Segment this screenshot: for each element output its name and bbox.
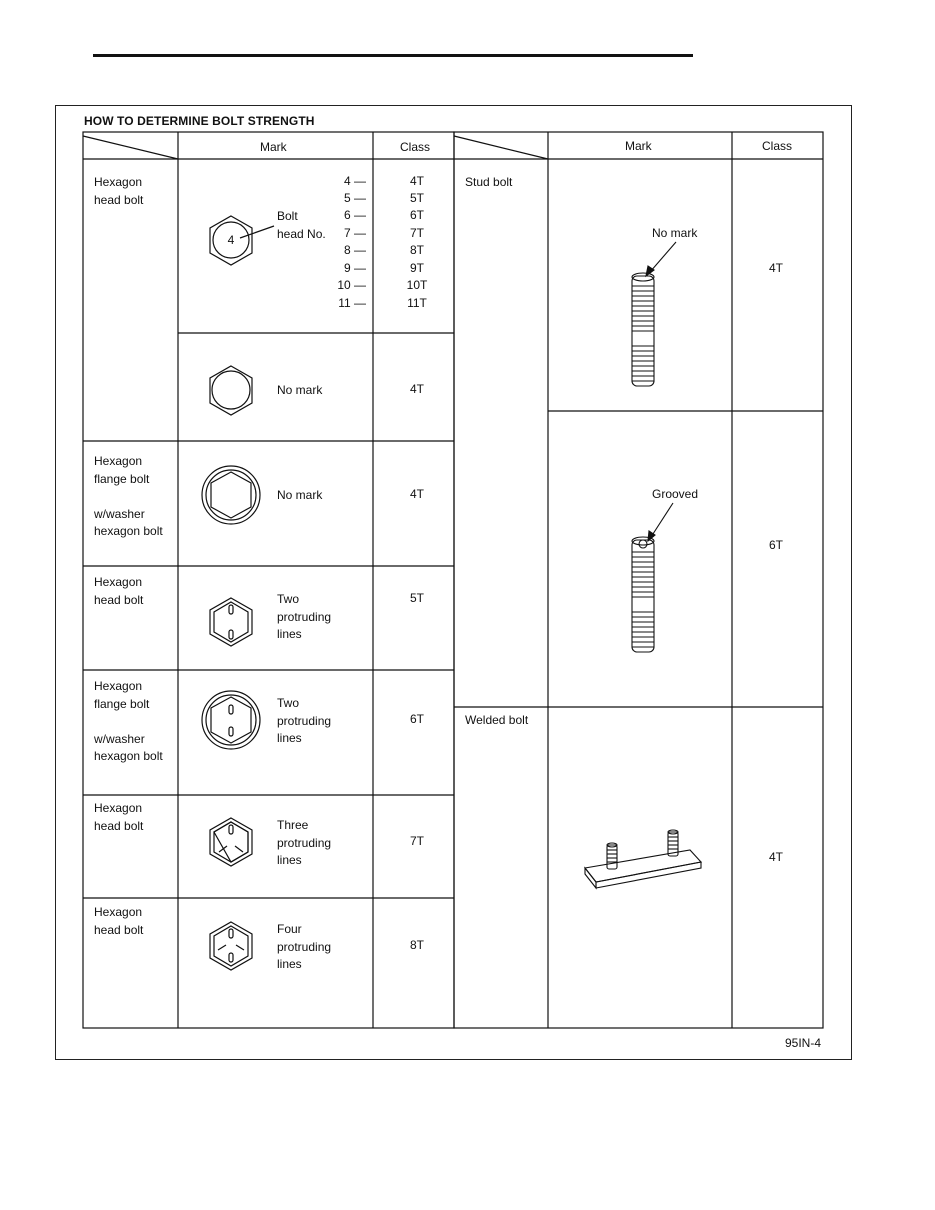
stud-bolt-plain-icon [632, 242, 676, 386]
row-5-mark: Two protruding lines [277, 696, 332, 745]
stud-bolt-type: Stud bolt [465, 175, 513, 189]
class-4t: 4T [409, 174, 424, 188]
row-3-type: Hexagon flange bolt w/washer hexagon bolt [94, 454, 163, 538]
stud-no-mark-label: No mark [652, 226, 698, 240]
welded-bolt-type: Welded bolt [465, 713, 529, 727]
stud-grooved-label: Grooved [652, 487, 699, 501]
welded-bolt-icon [585, 830, 701, 888]
head-no-5: 5 — [343, 191, 366, 205]
row-5-class: 6T [409, 712, 424, 726]
row-3-class: 4T [409, 487, 424, 501]
head-no-7: 7 — [343, 226, 366, 240]
flange-head-plain-icon [202, 466, 260, 524]
class-8t: 8T [409, 243, 424, 257]
head-no-4: 4 — [343, 174, 366, 188]
class-9t: 9T [409, 261, 424, 275]
head-no-11: 11 — [338, 296, 366, 310]
row-1-type: Hexagon head bolt [94, 175, 144, 207]
head-no-9: 9 — [343, 261, 366, 275]
hex-head-four-lines-icon [210, 922, 252, 970]
row-6-type: Hexagon head bolt [94, 801, 144, 833]
head-number-text: 4 [227, 233, 235, 247]
hex-head-number-icon [210, 216, 274, 265]
head-no-10: 10 — [337, 278, 366, 292]
row-6-class: 7T [409, 834, 424, 848]
hex-head-three-lines-icon [210, 818, 252, 866]
mark-header: Mark [260, 140, 287, 154]
head-no-8: 8 — [343, 243, 366, 257]
row-4-mark: Two protruding lines [277, 592, 332, 641]
class-10t: 10T [406, 278, 428, 292]
stud-grooved-class: 6T [768, 538, 783, 552]
row-4-type: Hexagon head bolt [94, 575, 144, 607]
class-7t: 7T [409, 226, 424, 240]
row-5-type: Hexagon flange bolt w/washer hexagon bolt [94, 679, 163, 763]
figure-code: 95IN-4 [785, 1036, 822, 1050]
row-6-mark: Three protruding lines [277, 818, 332, 867]
row-7-type: Hexagon head bolt [94, 905, 144, 937]
hex-head-plain-icon [210, 366, 252, 415]
welded-bolt-class: 4T [768, 850, 783, 864]
hex-head-two-lines-icon [210, 598, 252, 646]
class-5t: 5T [409, 191, 424, 205]
bolt-head-no-label: Bolt head No. [277, 209, 326, 241]
row-4-class: 5T [409, 591, 424, 605]
figure-title: HOW TO DETERMINE BOLT STRENGTH [84, 114, 315, 128]
flange-head-two-lines-icon [202, 691, 260, 749]
row-7-mark: Four protruding lines [277, 922, 332, 971]
class-header-right: Class [762, 139, 793, 153]
row-2-class: 4T [409, 382, 424, 396]
row-3-mark: No mark [277, 488, 323, 502]
row-7-class: 8T [409, 938, 424, 952]
class-11t: 11T [407, 296, 427, 310]
class-6t: 6T [409, 208, 424, 222]
stud-no-mark-class: 4T [768, 261, 783, 275]
row-2-mark: No mark [277, 383, 323, 397]
stud-bolt-grooved-icon [632, 503, 673, 652]
class-header: Class [400, 140, 431, 154]
head-no-6: 6 — [343, 208, 366, 222]
mark-header-right: Mark [625, 139, 652, 153]
